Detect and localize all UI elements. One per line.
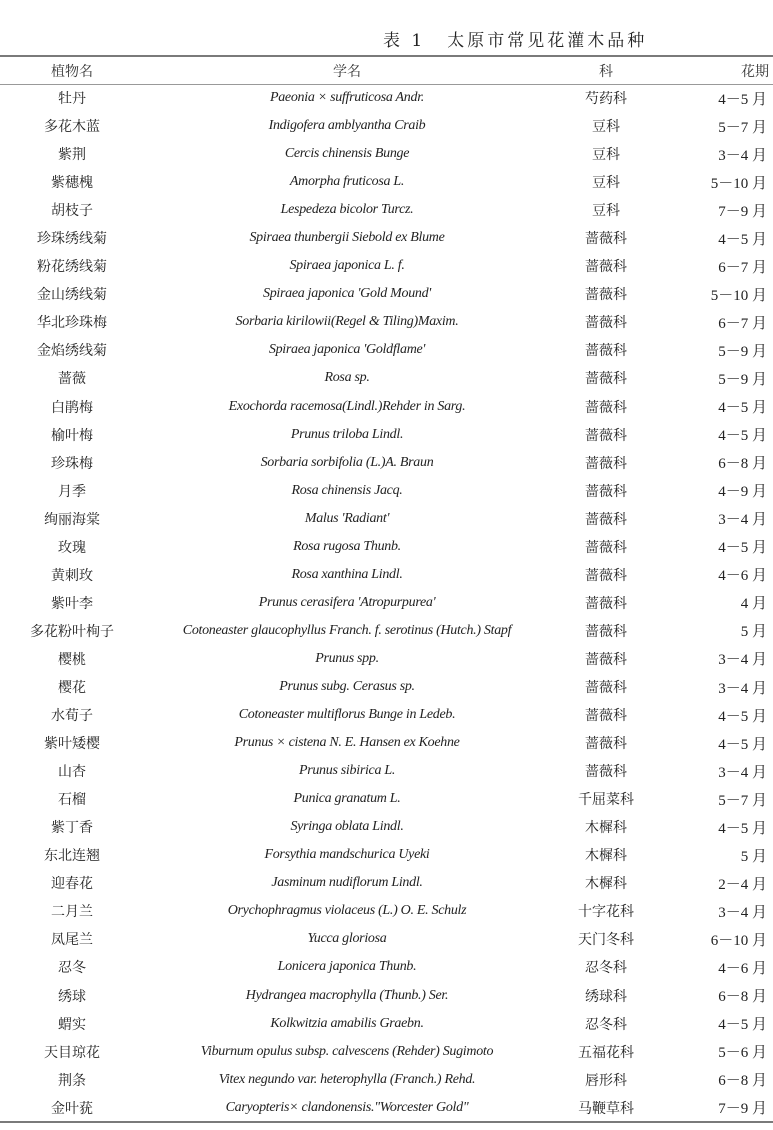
flowering-period-cell: 6－7 月 [718, 259, 767, 276]
scientific-name-cell: Vitex negundo var. heterophylla (Franch.) Rehd. [218, 1071, 476, 1087]
table-row [0, 701, 773, 729]
table-row [0, 897, 773, 925]
flowering-period-cell: 5 月 [740, 848, 767, 865]
flowering-period-cell: 7－9 月 [718, 203, 767, 220]
table-row [0, 421, 773, 449]
flowering-period-cell: 4－6 月 [718, 960, 767, 977]
scientific-name-cell: Spiraea thunbergii Siebold ex Blume [249, 230, 445, 246]
scientific-name-cell: Prunus triloba Lindl. [290, 426, 404, 442]
scientific-name-cell: Rosa sp. [324, 370, 370, 386]
table-number: 表 1 [383, 31, 426, 51]
plant-name-cell: 绚丽海棠 [44, 511, 100, 528]
flowering-period-cell: 4－5 月 [718, 400, 767, 417]
flowering-period-cell: 5 月 [740, 624, 767, 641]
flowering-period-cell: 6－8 月 [718, 989, 767, 1006]
header-flowering-period: 花期 [741, 63, 769, 80]
scientific-name-cell: Rosa xanthina Lindl. [291, 566, 403, 582]
plant-name-cell: 天目琼花 [44, 1044, 100, 1061]
table-row [0, 673, 773, 701]
plant-name-cell: 黄刺玫 [51, 567, 93, 584]
family-cell: 蔷薇科 [585, 427, 627, 444]
family-cell: 蔷薇科 [585, 371, 627, 388]
family-cell: 蔷薇科 [585, 231, 627, 248]
plant-name-cell: 金山绣线菊 [37, 287, 107, 304]
family-cell: 木樨科 [585, 876, 627, 893]
scientific-name-cell: Cotoneaster glaucophyllus Franch. f. serotinus (Hutch.) Stapf [182, 622, 512, 638]
scientific-name-cell: Prunus subg. Cerasus sp. [279, 679, 415, 694]
flowering-period-cell: 2－4 月 [718, 876, 767, 893]
scientific-name-cell: Prunus sibirica L. [298, 763, 396, 779]
table-row [0, 982, 773, 1010]
table-row [0, 785, 773, 813]
flowering-period-cell: 4－5 月 [718, 736, 767, 753]
scientific-name-cell: Punica granatum L. [293, 791, 401, 807]
header-row [0, 57, 773, 84]
family-cell: 十字花科 [578, 904, 634, 921]
family-cell: 木樨科 [585, 848, 627, 865]
scientific-name-cell: Malus 'Radiant' [304, 510, 390, 526]
table-row [0, 308, 773, 336]
flowering-period-cell: 6－7 月 [718, 315, 767, 332]
table-row [0, 561, 773, 589]
flowering-period-cell: 5－6 月 [718, 1045, 767, 1062]
flowering-period-cell: 4 月 [740, 596, 767, 613]
plant-name-cell: 樱桃 [58, 651, 86, 668]
plant-name-cell: 凤尾兰 [51, 932, 93, 949]
header-plant-name: 植物名 [51, 63, 93, 80]
family-cell: 豆科 [592, 175, 620, 192]
flowering-period-cell: 5－10 月 [710, 175, 767, 192]
family-cell: 芍药科 [585, 91, 627, 108]
table-row [0, 168, 773, 196]
scientific-name-cell: Prunus cerasifera 'Atropurpurea' [258, 594, 436, 610]
flowering-period-cell: 3－4 月 [718, 680, 767, 697]
table-row [0, 533, 773, 561]
table-row [0, 112, 773, 140]
plant-name-cell: 粉花绣线菊 [37, 259, 107, 276]
header-family: 科 [599, 63, 613, 80]
table-row [0, 393, 773, 421]
plant-name-cell: 樱花 [58, 680, 86, 696]
scientific-name-cell: Viburnum opulus subsp. calvescens (Rehder) Sugimoto [200, 1043, 494, 1059]
table-row [0, 1066, 773, 1094]
plant-name-cell: 珍珠绣线菊 [37, 231, 107, 248]
flowering-period-cell: 5－10 月 [710, 287, 767, 304]
scientific-name-cell: Jasminum nudiflorum Lindl. [271, 875, 423, 891]
scientific-name-cell: Cercis chinensis Bunge [284, 146, 410, 162]
family-cell: 蔷薇科 [585, 680, 627, 696]
scientific-name-cell: Forsythia mandschurica Uyeki [264, 847, 430, 863]
family-cell: 蔷薇科 [585, 539, 627, 556]
plant-name-cell: 紫穗槐 [51, 175, 93, 192]
scientific-name-cell: Prunus spp. [315, 650, 379, 666]
flowering-period-cell: 6－8 月 [718, 1073, 767, 1090]
scientific-name-cell: Lonicera japonica Thunb. [277, 959, 417, 975]
table-row [0, 336, 773, 364]
plant-name-cell: 迎春花 [51, 876, 93, 893]
plant-name-cell: 紫丁香 [51, 820, 93, 837]
family-cell: 蔷薇科 [585, 511, 627, 528]
family-cell: 忍冬科 [585, 960, 627, 977]
flowering-period-cell: 7－9 月 [718, 1101, 767, 1118]
flowering-period-cell: 4－5 月 [718, 708, 767, 725]
family-cell: 蔷薇科 [585, 455, 627, 472]
table-title [383, 26, 647, 51]
plant-name-cell: 牡丹 [58, 91, 86, 108]
plant-name-cell: 白鹃梅 [51, 399, 93, 416]
plant-name-cell: 胡枝子 [51, 203, 93, 220]
table-row [0, 925, 773, 953]
flowering-period-cell: 3－4 月 [718, 147, 767, 164]
scientific-name-cell: Cotoneaster multiflorus Bunge in Ledeb. [238, 707, 456, 723]
scientific-name-cell: Spiraea japonica 'Goldflame' [268, 342, 426, 358]
scientific-name-cell: Hydrangea macrophylla (Thunb.) Ser. [245, 987, 449, 1003]
family-cell: 绣球科 [585, 988, 627, 1005]
table-row [0, 617, 773, 645]
table-caption: 太原市常见花灌木品种 [447, 31, 648, 51]
plant-name-cell: 金焰绣线菊 [37, 343, 107, 360]
table-row [0, 1038, 773, 1066]
scientific-name-cell: Kolkwitzia amabilis Graebn. [270, 1015, 424, 1031]
family-cell: 蔷薇科 [585, 595, 627, 612]
scientific-name-cell: Exochorda racemosa(Lindl.)Rehder in Sarg. [228, 398, 466, 414]
header-scientific-name: 学名 [333, 63, 361, 80]
scientific-name-cell: Caryopteris× clandonensis."Worcester Gold" [225, 1099, 469, 1115]
flowering-period-cell: 3－4 月 [718, 652, 767, 669]
flowering-period-cell: 4－5 月 [718, 231, 767, 248]
table-row [0, 645, 773, 673]
plant-name-cell: 忍冬 [58, 960, 86, 977]
scientific-name-cell: Lespedeza bicolor Turcz. [280, 202, 414, 218]
flowering-period-cell: 4－9 月 [718, 484, 767, 501]
table-row [0, 841, 773, 869]
family-cell: 五福花科 [578, 1044, 634, 1061]
table-row [0, 140, 773, 168]
plant-name-cell: 蔷薇 [58, 371, 86, 388]
plant-name-cell: 珍珠梅 [51, 455, 93, 472]
table-row [0, 196, 773, 224]
family-cell: 蔷薇科 [585, 764, 627, 781]
flowering-period-cell: 3－4 月 [718, 512, 767, 529]
family-cell: 唇形科 [585, 1072, 627, 1089]
table-row [0, 505, 773, 533]
scientific-name-cell: Rosa chinensis Jacq. [291, 482, 403, 498]
shrub-species-table [0, 57, 773, 1122]
flowering-period-cell: 4－5 月 [718, 91, 767, 108]
scientific-name-cell: Rosa rugosa Thunb. [293, 538, 401, 554]
plant-name-cell: 金叶莸 [51, 1100, 93, 1117]
family-cell: 蔷薇科 [585, 343, 627, 360]
scientific-name-cell: Paeonia × suffruticosa Andr. [269, 90, 424, 106]
family-cell: 蔷薇科 [585, 483, 627, 500]
family-cell: 豆科 [592, 203, 620, 220]
family-cell: 蔷薇科 [585, 736, 627, 753]
scientific-name-cell: Spiraea japonica L. f. [289, 258, 405, 274]
flowering-period-cell: 4－5 月 [718, 820, 767, 837]
scientific-name-cell: Orychophragmus violaceus (L.) O. E. Schulz [227, 903, 467, 919]
table-row [0, 84, 773, 112]
table-row [0, 869, 773, 897]
flowering-period-cell: 4－6 月 [718, 568, 767, 585]
plant-name-cell: 月季 [58, 483, 86, 500]
table-row [0, 813, 773, 841]
plant-name-cell: 华北珍珠梅 [37, 315, 107, 332]
table-row [0, 477, 773, 505]
flowering-period-cell: 5－9 月 [718, 343, 767, 360]
plant-name-cell: 山杏 [58, 764, 86, 781]
family-cell: 蔷薇科 [585, 651, 627, 668]
family-cell: 蔷薇科 [585, 399, 627, 416]
scientific-name-cell: Indigofera amblyantha Craib [268, 118, 426, 134]
flowering-period-cell: 3－4 月 [718, 764, 767, 781]
plant-name-cell: 蝟实 [58, 1016, 86, 1033]
plant-name-cell: 绣球 [58, 988, 86, 1005]
scientific-name-cell: Sorbaria sorbifolia (L.)A. Braun [260, 454, 434, 470]
family-cell: 蔷薇科 [585, 623, 627, 640]
table-row [0, 589, 773, 617]
family-cell: 天门冬科 [578, 932, 634, 949]
scientific-name-cell: Sorbaria kirilowii(Regel & Tiling)Maxim. [235, 314, 459, 330]
table-row [0, 252, 773, 280]
scientific-name-cell: Spiraea japonica 'Gold Mound' [263, 286, 431, 302]
flowering-period-cell: 4－5 月 [718, 540, 767, 557]
table-row [0, 364, 773, 392]
flowering-period-cell: 5－7 月 [718, 119, 767, 136]
flowering-period-cell: 6－10 月 [710, 932, 767, 949]
table-row [0, 1010, 773, 1038]
plant-name-cell: 二月兰 [51, 904, 93, 921]
plant-name-cell: 紫叶矮樱 [44, 736, 100, 753]
family-cell: 豆科 [592, 119, 620, 136]
plant-name-cell: 石榴 [58, 792, 86, 809]
table-row [0, 1094, 773, 1122]
scientific-name-cell: Prunus × cistena N. E. Hansen ex Koehne [234, 735, 460, 751]
family-cell: 千屈菜科 [578, 792, 634, 809]
scientific-name-cell: Yucca gloriosa [307, 931, 387, 947]
flowering-period-cell: 6－8 月 [718, 456, 767, 473]
family-cell: 木樨科 [585, 820, 627, 837]
table-body [0, 84, 773, 1122]
plant-name-cell: 荆条 [58, 1072, 86, 1089]
plant-name-cell: 玫瑰 [58, 539, 86, 556]
table-row [0, 729, 773, 757]
scientific-name-cell: Syringa oblata Lindl. [290, 819, 404, 835]
family-cell: 蔷薇科 [585, 708, 627, 725]
table-row [0, 953, 773, 981]
scientific-name-cell: Amorpha fruticosa L. [289, 174, 405, 190]
plant-name-cell: 多花粉叶栒子 [30, 623, 114, 640]
plant-name-cell: 水荀子 [51, 708, 93, 725]
flowering-period-cell: 3－4 月 [718, 904, 767, 921]
family-cell: 蔷薇科 [585, 259, 627, 276]
plant-name-cell: 多花木蓝 [44, 119, 100, 136]
plant-name-cell: 紫叶李 [51, 595, 93, 612]
table-row [0, 280, 773, 308]
family-cell: 蔷薇科 [585, 315, 627, 332]
table-row [0, 757, 773, 785]
family-cell: 马鞭草科 [578, 1100, 634, 1117]
plant-name-cell: 东北连翘 [44, 848, 100, 865]
family-cell: 豆科 [592, 147, 620, 164]
family-cell: 蔷薇科 [585, 567, 627, 584]
family-cell: 蔷薇科 [585, 287, 627, 304]
family-cell: 忍冬科 [585, 1016, 627, 1033]
flowering-period-cell: 4－5 月 [718, 1017, 767, 1034]
table-row [0, 224, 773, 252]
plant-name-cell: 榆叶梅 [51, 427, 93, 444]
plant-name-cell: 紫荆 [58, 147, 86, 164]
flowering-period-cell: 5－7 月 [718, 792, 767, 809]
table-row [0, 449, 773, 477]
flowering-period-cell: 4－5 月 [718, 428, 767, 445]
flowering-period-cell: 5－9 月 [718, 371, 767, 388]
